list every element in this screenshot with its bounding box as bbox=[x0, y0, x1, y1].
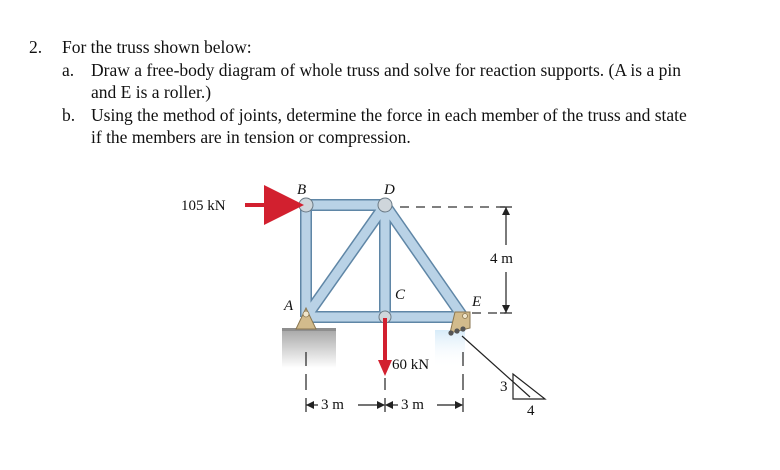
joint-B-plate bbox=[299, 198, 313, 212]
part-a-text-line2: and E is a roller.) bbox=[91, 82, 212, 102]
problem-number: 2. bbox=[29, 37, 43, 57]
joint-label-B: B bbox=[297, 182, 307, 198]
roller-glow bbox=[435, 330, 465, 368]
part-b-text-line1: Using the method of joints, determine the force in each member of the truss and state bbox=[91, 105, 687, 125]
joint-label-A: A bbox=[284, 298, 294, 314]
joint-label-C: C bbox=[395, 287, 406, 303]
joint-D-plate bbox=[378, 198, 392, 212]
joint-label-D: D bbox=[384, 182, 395, 198]
part-a-letter: a. bbox=[62, 60, 75, 80]
part-a-text-line1: Draw a free-body diagram of whole truss and solve for reaction supports. (A is a pin bbox=[91, 60, 681, 80]
problem-intro: For the truss shown below: bbox=[62, 37, 252, 57]
ground-A bbox=[282, 330, 336, 368]
part-b-letter: b. bbox=[62, 105, 76, 125]
load-arrowhead-vertical bbox=[378, 360, 392, 376]
dimension-label-span-right: 3 m bbox=[401, 397, 424, 413]
slope-label-rise: 3 bbox=[500, 379, 508, 395]
part-b-text-line2: if the members are in tension or compression. bbox=[91, 127, 411, 147]
truss-members bbox=[306, 205, 463, 317]
slope-label-run: 4 bbox=[527, 403, 535, 419]
dimension-label-span-left: 3 m bbox=[321, 397, 344, 413]
load-label-vertical: 60 kN bbox=[392, 357, 430, 373]
incline-line bbox=[462, 336, 530, 397]
joint-label-E: E bbox=[472, 294, 482, 310]
dimension-label-height: 4 m bbox=[490, 251, 513, 267]
load-label-horizontal: 105 kN bbox=[181, 198, 226, 214]
